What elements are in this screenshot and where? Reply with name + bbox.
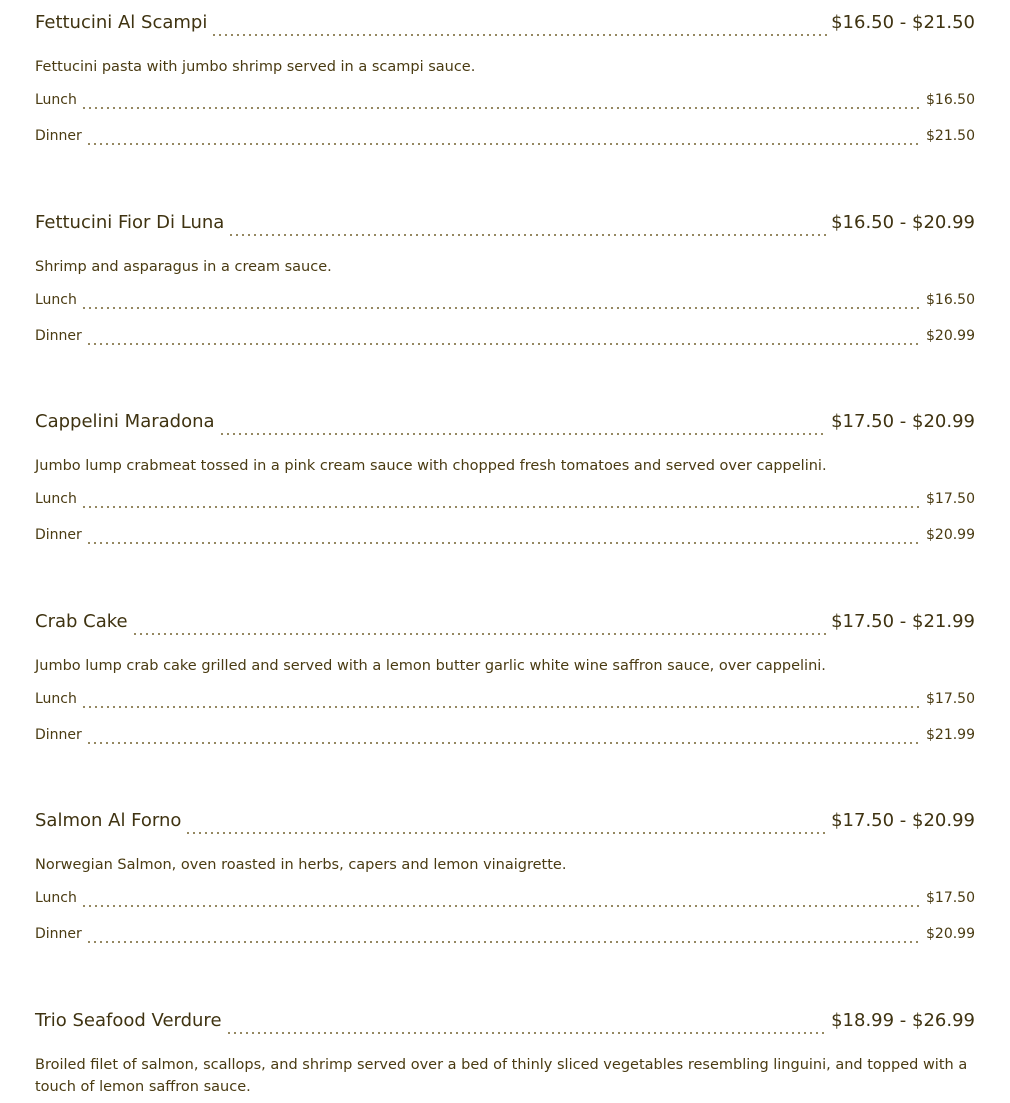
lunch-label: Lunch xyxy=(35,691,77,707)
menu-item-price-range: $17.50 - $20.99 xyxy=(831,411,975,432)
dot-leader xyxy=(211,12,827,42)
dot-leader xyxy=(86,727,922,749)
menu-item-description: Fettucini pasta with jumbo shrimp served in a scampi sauce. xyxy=(35,59,476,75)
lunch-price: $17.50 xyxy=(926,491,975,507)
dinner-price-row xyxy=(35,926,975,948)
menu-item-title-row xyxy=(35,611,975,641)
dinner-label: Dinner xyxy=(35,926,82,942)
menu-item-title-row xyxy=(35,1010,975,1040)
dinner-price-row xyxy=(35,128,975,150)
lunch-label: Lunch xyxy=(35,890,77,906)
lunch-label: Lunch xyxy=(35,491,77,507)
menu-item-description: Norwegian Salmon, oven roasted in herbs, capers and lemon vinaigrette. xyxy=(35,857,567,873)
dinner-price: $20.99 xyxy=(926,926,975,942)
menu-item-name: Fettucini Al Scampi xyxy=(35,12,208,33)
dinner-price: $21.99 xyxy=(926,727,975,743)
menu-item-name: Cappelini Maradona xyxy=(35,411,215,432)
lunch-price-row xyxy=(35,491,975,513)
dot-leader xyxy=(81,890,922,912)
dot-leader xyxy=(132,611,827,641)
dinner-price: $20.99 xyxy=(926,527,975,543)
lunch-price-row xyxy=(35,292,975,314)
dinner-price: $20.99 xyxy=(926,328,975,344)
menu-item-price-range: $18.99 - $26.99 xyxy=(831,1010,975,1031)
menu-item-price-range: $16.50 - $20.99 xyxy=(831,212,975,233)
menu-item-salmon-al-forno xyxy=(35,810,975,948)
lunch-price-row xyxy=(35,691,975,713)
dot-leader xyxy=(86,328,922,350)
lunch-price: $17.50 xyxy=(926,691,975,707)
dinner-label: Dinner xyxy=(35,128,82,144)
menu-item-description: Jumbo lump crab cake grilled and served with a lemon butter garlic white wine saffron sauce, over cappelini. xyxy=(35,658,826,674)
dot-leader xyxy=(81,491,922,513)
menu-item-name: Crab Cake xyxy=(35,611,128,632)
menu-item-name: Salmon Al Forno xyxy=(35,810,182,831)
menu-item-crab-cake xyxy=(35,611,975,749)
menu-item-price-range: $17.50 - $20.99 xyxy=(831,810,975,831)
dot-leader xyxy=(81,92,922,114)
lunch-price-row xyxy=(35,890,975,912)
dinner-price-row xyxy=(35,328,975,350)
menu-item-price-range: $16.50 - $21.50 xyxy=(831,12,975,33)
menu-item-fettucini-al-scampi xyxy=(35,12,975,150)
menu-item-title-row xyxy=(35,12,975,42)
menu-item-fettucini-fior-di-luna xyxy=(35,212,975,350)
dot-leader xyxy=(86,527,922,549)
menu-item-trio-seafood-verdure xyxy=(35,1010,975,1098)
dot-leader xyxy=(86,926,922,948)
menu-item-price-range: $17.50 - $21.99 xyxy=(831,611,975,632)
lunch-label: Lunch xyxy=(35,292,77,308)
menu-item-title-row xyxy=(35,810,975,840)
menu-item-name: Trio Seafood Verdure xyxy=(35,1010,222,1031)
dot-leader xyxy=(81,292,922,314)
dot-leader xyxy=(86,128,922,150)
menu-item-description: Jumbo lump crabmeat tossed in a pink cream sauce with chopped fresh tomatoes and served over cappelini. xyxy=(35,458,827,474)
lunch-price: $17.50 xyxy=(926,890,975,906)
dot-leader xyxy=(228,212,827,242)
lunch-price: $16.50 xyxy=(926,292,975,308)
dinner-price-row xyxy=(35,527,975,549)
menu-item-description: Broiled filet of salmon, scallops, and shrimp served over a bed of thinly sliced vegetables resembling linguini, and topped with a touch of lemon saffron sauce. xyxy=(35,1057,968,1095)
menu-item-title-row xyxy=(35,212,975,242)
lunch-price-row xyxy=(35,92,975,114)
menu-item-cappelini-maradona xyxy=(35,411,975,549)
lunch-label: Lunch xyxy=(35,92,77,108)
dinner-price-row xyxy=(35,727,975,749)
menu-item-title-row xyxy=(35,411,975,441)
dot-leader xyxy=(226,1010,828,1040)
dot-leader xyxy=(219,411,828,441)
dinner-label: Dinner xyxy=(35,727,82,743)
dot-leader xyxy=(81,691,922,713)
menu-item-name: Fettucini Fior Di Luna xyxy=(35,212,225,233)
dinner-label: Dinner xyxy=(35,527,82,543)
dinner-price: $21.50 xyxy=(926,128,975,144)
lunch-price: $16.50 xyxy=(926,92,975,108)
menu-item-description: Shrimp and asparagus in a cream sauce. xyxy=(35,259,332,275)
dinner-label: Dinner xyxy=(35,328,82,344)
dot-leader xyxy=(185,810,827,840)
